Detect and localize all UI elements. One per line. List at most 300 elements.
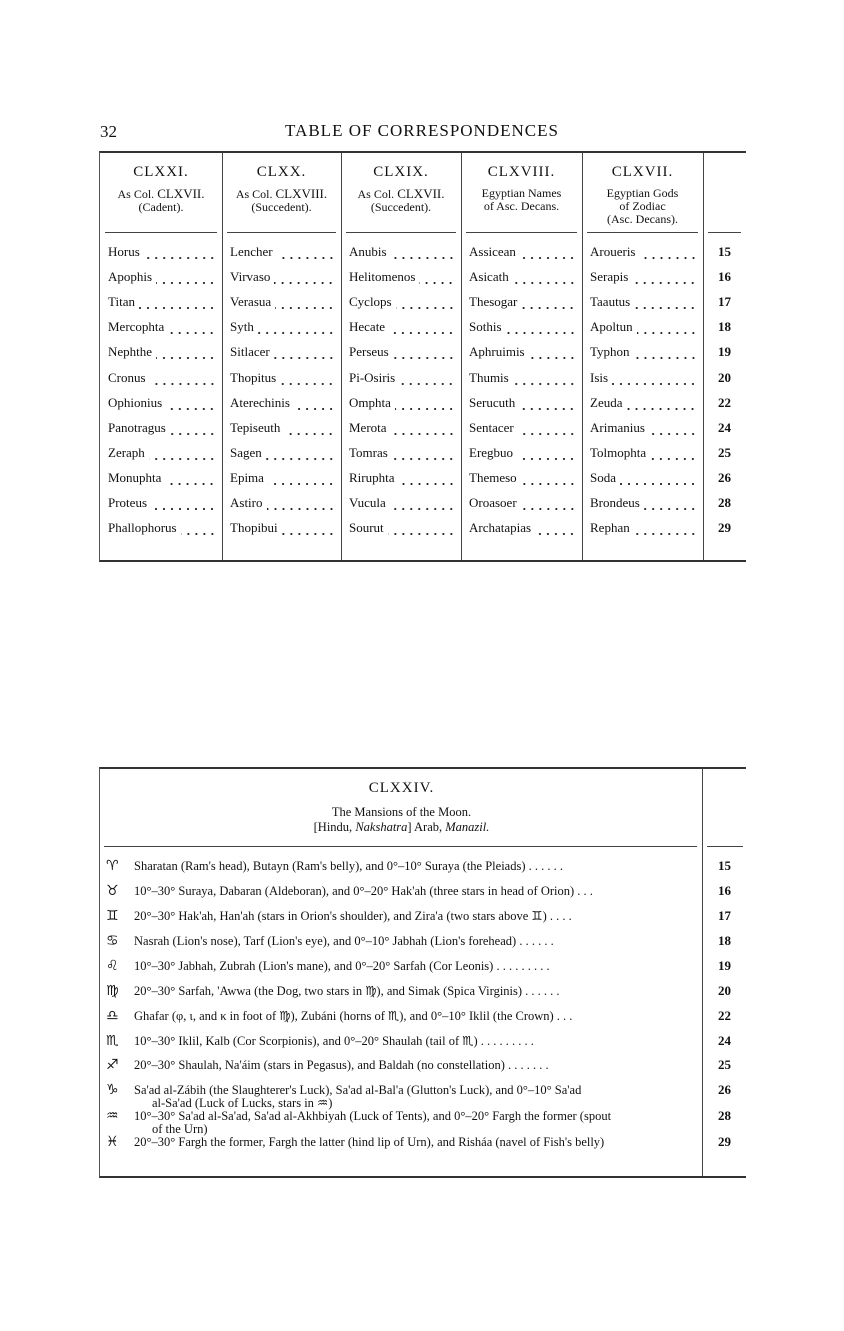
dot-leader — [391, 244, 455, 260]
table-cell — [230, 319, 335, 335]
mansion-row — [106, 1035, 696, 1048]
table-cell — [469, 395, 576, 411]
table-cell — [230, 470, 335, 486]
mansion-description — [134, 860, 696, 873]
dot-leader — [399, 470, 456, 486]
mansions-table — [99, 767, 746, 1178]
dot-leader — [395, 395, 455, 411]
cell-text: Proteus — [108, 495, 147, 510]
table-cell — [469, 520, 576, 536]
row-reference-number: 22 — [718, 394, 731, 410]
column-desc-line — [100, 187, 222, 201]
column-number: CLXX. — [256, 164, 307, 180]
cell-text: Tepiseuth — [230, 419, 281, 435]
mansion-text: Sa'ad al-Zábih (the Slaughterer's Luck), Sa'ad al-Bal'a (Glutton's Luck), and 0°–10° Sa'ad — [134, 1083, 582, 1097]
column-number: CLXIX. — [373, 164, 429, 180]
column-header — [100, 153, 222, 214]
dot-leader — [634, 344, 697, 360]
dot-leader — [529, 344, 576, 360]
dot-leader — [151, 495, 216, 511]
cell-text: Sothis — [469, 319, 502, 335]
table-cell — [590, 520, 697, 536]
mansion-description — [134, 1084, 696, 1109]
dot-leader — [388, 520, 455, 536]
header-rule — [587, 232, 698, 233]
cell-text: Thopitus — [230, 369, 277, 385]
table-cell — [590, 319, 697, 335]
table-cell — [230, 294, 335, 310]
column-desc-line: of Zodiac — [619, 199, 666, 213]
mansion-description — [134, 960, 696, 973]
column-desc-line — [341, 187, 461, 201]
row-reference-number: 22 — [718, 1008, 731, 1023]
table-cell — [469, 495, 576, 511]
cell-text: Arimanius — [590, 419, 645, 435]
column-desc-line: (Asc. Decans). — [607, 212, 678, 226]
table-cell — [349, 244, 455, 260]
cell-text: Themeso — [469, 469, 517, 485]
cell-text: Thumis — [469, 369, 509, 385]
dot-leader — [521, 470, 576, 486]
row-reference-number: 19 — [718, 958, 731, 973]
cell-text: Thopibui — [230, 520, 278, 536]
mansion-text: 10°–30° Suraya, Dabaran (Aldeboran), and 0°–20° Hak'ah (three stars in head of Orion) . . . — [134, 884, 593, 898]
cell-text: Astiro — [230, 495, 263, 510]
mansion-row — [106, 860, 696, 873]
dot-leader — [170, 420, 216, 436]
table-subtitle-2 — [100, 820, 703, 834]
cell-text: Assicean — [469, 244, 516, 259]
table-cell — [590, 370, 697, 386]
dot-leader — [637, 319, 697, 335]
cell-text: Serucuth — [469, 394, 516, 410]
mansion-description — [134, 910, 696, 923]
table-cell — [590, 244, 697, 260]
mansion-row — [106, 960, 696, 973]
table-cell — [349, 495, 455, 511]
mansion-description — [134, 935, 696, 948]
zodiac-sign-icon: ♑︎ — [106, 1082, 119, 1098]
dot-leader — [258, 319, 335, 335]
table-cell — [108, 370, 216, 386]
zodiac-sign-icon: ♋︎ — [106, 933, 119, 949]
cell-text: Soda — [590, 469, 616, 485]
cell-text: Zeraph — [108, 444, 145, 460]
table-cell — [230, 344, 335, 360]
table-cell — [469, 244, 576, 260]
cell-text: Thesogar — [469, 294, 518, 310]
header-rule — [466, 232, 577, 233]
table-cell — [590, 294, 697, 310]
cell-text: Typhon — [590, 344, 630, 360]
column-desc-line: (Succedent). — [370, 200, 432, 214]
cell-text: Apoltun — [590, 319, 633, 335]
mansion-text: 10°–30° Sa'ad al-Sa'ad, Sa'ad al-Akhbiyah (Luck of Tents), and 0°–20° Fargh the former (spout — [134, 1109, 612, 1123]
dot-leader — [144, 244, 216, 260]
column-number: CLXXI. — [133, 164, 189, 180]
dot-leader — [392, 445, 455, 461]
dot-leader — [649, 420, 697, 436]
table-cell — [469, 319, 576, 335]
zodiac-sign-icon: ♎︎ — [106, 1008, 119, 1024]
cell-text: Sentacer — [469, 419, 514, 435]
column-number: CLXXIV. — [368, 780, 435, 796]
dot-leader — [166, 395, 216, 411]
dot-leader — [612, 370, 697, 386]
table-cell — [349, 470, 455, 486]
zodiac-sign-icon: ♓︎ — [106, 1134, 119, 1150]
zodiac-sign-icon: ♐︎ — [106, 1057, 119, 1073]
column-desc-text: As Col. — [357, 187, 398, 201]
mansion-text: 10°–30° Jabhah, Zubrah (Lion's mane), and 0°–20° Sarfah (Cor Leonis) . . . . . . . . . — [134, 959, 550, 973]
mansion-text-continuation: al-Sa'ad (Luck of Lucks, stars in ♒︎) — [152, 1095, 333, 1110]
row-reference-number: 20 — [718, 983, 731, 998]
column-header — [461, 153, 582, 213]
table-cell — [230, 420, 335, 436]
cell-text: Phallophorus — [108, 520, 177, 536]
column-header — [582, 153, 703, 226]
zodiac-sign-icon: ♊︎ — [106, 908, 119, 924]
table-cell — [590, 470, 697, 486]
dot-leader — [632, 269, 697, 285]
table-cell — [230, 395, 335, 411]
mansion-description — [134, 1059, 696, 1072]
cell-text: Rephan — [590, 520, 630, 536]
dot-leader — [521, 294, 576, 310]
column-ref: CLXVII. — [397, 186, 445, 201]
subtitle-text: [Hindu, — [313, 820, 356, 834]
table-cell — [349, 395, 455, 411]
dot-leader — [634, 520, 697, 536]
mansion-row — [106, 1084, 696, 1109]
column-desc-text: Egyptian Names — [481, 186, 562, 200]
column-ref: CLXVII. — [157, 186, 205, 201]
dot-leader — [277, 244, 335, 260]
row-reference-number: 28 — [718, 1108, 731, 1123]
dot-leader — [506, 319, 576, 335]
table-cell — [469, 470, 576, 486]
row-reference-number: 24 — [718, 419, 731, 435]
dot-leader — [275, 294, 335, 310]
cell-text: Ophionius — [108, 394, 163, 410]
table-cell — [230, 520, 335, 536]
page-title: TABLE OF CORRESPONDENCES — [285, 121, 559, 140]
dot-leader — [168, 319, 216, 335]
dot-leader — [181, 520, 216, 536]
row-reference-number: 29 — [718, 1134, 731, 1149]
cell-text: Virvaso — [230, 269, 271, 285]
row-reference-number: 18 — [718, 319, 731, 335]
dot-leader — [626, 395, 697, 411]
table-cell — [349, 344, 455, 360]
cell-text: Vucula — [349, 495, 386, 510]
row-reference-number: 24 — [718, 1033, 731, 1048]
dot-leader — [282, 520, 335, 536]
header-rule — [708, 232, 741, 233]
dot-leader — [396, 294, 455, 310]
header-rule — [346, 232, 456, 233]
column-desc-line: (Succedent). — [251, 200, 312, 214]
table-cell — [469, 420, 576, 436]
row-reference-number: 18 — [718, 933, 731, 948]
cell-text: Epima — [230, 469, 264, 485]
cell-text: Serapis — [590, 269, 629, 285]
table-cell — [230, 370, 335, 386]
table-cell — [590, 420, 697, 436]
cell-text: Helitomenos — [349, 269, 416, 285]
row-reference-number: 19 — [718, 344, 731, 360]
header-rule — [104, 846, 697, 847]
dot-leader — [165, 470, 216, 486]
table-subtitle: The Mansions of the Moon. — [331, 805, 472, 819]
subtitle-italic: Nakshatra — [355, 820, 408, 834]
column-desc-line: of Asc. Decans. — [483, 199, 560, 213]
dot-leader — [274, 269, 335, 285]
row-reference-number: 29 — [718, 520, 731, 536]
row-reference-number: 17 — [718, 908, 731, 923]
cell-text: Brondeus — [590, 495, 640, 510]
cell-text: Aterechinis — [230, 394, 290, 410]
cell-text: Eregbuo — [469, 444, 514, 460]
row-reference-number: 25 — [718, 444, 731, 460]
cell-text: Cyclops — [349, 294, 392, 310]
cell-text: Monuphta — [108, 469, 162, 485]
cell-text: Hecate — [349, 319, 386, 335]
cell-text: Mercophta — [108, 319, 165, 335]
table-cell — [108, 269, 216, 285]
table-cell — [590, 344, 697, 360]
table-cell — [108, 395, 216, 411]
row-reference-number: 16 — [718, 883, 731, 898]
dot-leader — [391, 420, 455, 436]
mansion-row — [106, 1110, 696, 1135]
dot-leader — [389, 319, 455, 335]
table-cell — [469, 445, 576, 461]
page-number: 32 — [100, 122, 117, 141]
mansion-row — [106, 910, 696, 923]
mansion-row — [106, 1010, 696, 1023]
mansion-text: 20°–30° Shaulah, Na'áim (stars in Pegasus), and Baldah (no constellation) . . . . . . . — [134, 1058, 549, 1072]
table-cell — [349, 370, 455, 386]
dot-leader — [267, 495, 336, 511]
row-reference-number: 16 — [718, 269, 731, 285]
mansion-text: 10°–30° Iklil, Kalb (Cor Scorpionis), and 0°–20° Shaulah (tail of ♏︎) . . . . . . . . . — [134, 1034, 534, 1048]
column-header — [341, 153, 461, 214]
mansion-description — [134, 885, 696, 898]
cell-text: Horus — [108, 244, 140, 259]
mansion-text: Nasrah (Lion's nose), Tarf (Lion's eye), and 0°–10° Jabhah (Lion's forehead) . . . . . . — [134, 934, 554, 948]
column-divider — [341, 153, 342, 560]
cell-text: Tomras — [349, 444, 388, 460]
dot-leader — [521, 495, 576, 511]
mansion-row — [106, 885, 696, 898]
mansion-text: 20°–30° Hak'ah, Han'ah (stars in Orion's shoulder), and Zira'a (two stars above ♊︎) . . . . — [134, 909, 572, 923]
table-cell — [108, 344, 216, 360]
zodiac-sign-icon: ♍︎ — [106, 983, 119, 999]
row-reference-number: 28 — [718, 495, 731, 510]
zodiac-sign-icon: ♈︎ — [106, 858, 119, 874]
dot-leader — [393, 344, 455, 360]
header-rule — [227, 232, 336, 233]
mansion-text: Ghafar (φ, ι, and κ in foot of ♍︎), Zubáni (horns of ♏︎), and 0°–10° Iklil (the Crown) . . . — [134, 1009, 573, 1023]
cell-text: Sourut — [349, 520, 384, 536]
dot-leader — [268, 470, 335, 486]
table-cell — [590, 495, 697, 511]
zodiac-sign-icon: ♌︎ — [106, 958, 119, 974]
column-desc-text: As Col. — [235, 187, 276, 201]
table-cell — [469, 344, 576, 360]
cell-text: Apophis — [108, 269, 153, 285]
dot-leader — [513, 269, 576, 285]
dot-leader — [280, 370, 335, 386]
column-divider — [222, 153, 223, 560]
dot-leader — [139, 294, 216, 310]
cell-text: Aroueris — [590, 244, 636, 259]
column-desc-text: Egyptian Gods — [606, 186, 679, 200]
cell-text: Riruphta — [349, 469, 395, 485]
mansion-description — [134, 1136, 696, 1149]
cell-text: Cronus — [108, 369, 146, 385]
table-cell — [108, 445, 216, 461]
mansion-text: Sharatan (Ram's head), Butayn (Ram's belly), and 0°–10° Suraya (the Pleiads) . . . . . . — [134, 859, 563, 873]
mansion-description — [134, 1010, 696, 1023]
cell-text: Isis — [590, 369, 609, 385]
dot-leader — [399, 370, 455, 386]
cell-text: Syth — [230, 319, 254, 335]
dot-leader — [634, 294, 697, 310]
zodiac-sign-icon: ♏︎ — [106, 1033, 119, 1049]
row-reference-number: 26 — [718, 469, 731, 485]
cell-text: Zeuda — [590, 394, 623, 410]
cell-text: Pi-Osiris — [349, 369, 396, 385]
mansion-row — [106, 1136, 696, 1149]
table-cell — [349, 269, 455, 285]
cell-text: Merota — [349, 419, 387, 435]
table-cell — [230, 269, 335, 285]
table-cell — [230, 244, 335, 260]
row-reference-number: 25 — [718, 1057, 731, 1072]
table-cell — [108, 495, 216, 511]
row-reference-number: 15 — [718, 244, 731, 259]
dot-leader — [284, 420, 335, 436]
cell-text: Omphta — [349, 394, 391, 410]
table-cell — [349, 319, 455, 335]
table-cell — [590, 445, 697, 461]
cell-text: Archatapias — [469, 520, 532, 536]
mansion-text: 20°–30° Sarfah, 'Awwa (the Dog, two stars in ♍︎), and Simak (Spica Virginis) . . . . . . — [134, 984, 560, 998]
row-reference-number: 20 — [718, 369, 731, 385]
column-divider — [461, 153, 462, 560]
table-cell — [349, 520, 455, 536]
row-reference-number: 15 — [718, 858, 731, 873]
table-cell — [230, 445, 335, 461]
mansion-row — [106, 985, 696, 998]
cell-text: Perseus — [349, 344, 389, 360]
mansion-description — [134, 1110, 696, 1135]
column-desc-line: (Cadent). — [138, 200, 184, 214]
cell-text: Aphruimis — [469, 344, 525, 360]
table-cell — [108, 319, 216, 335]
dot-leader — [535, 520, 576, 536]
cell-text: Tolmophta — [590, 444, 647, 460]
subtitle-italic: Manazil. — [445, 820, 490, 834]
dot-leader — [620, 470, 697, 486]
cell-text: Sitlacer — [230, 344, 270, 360]
dot-leader — [640, 244, 698, 260]
header-rule — [105, 232, 217, 233]
column-header — [222, 153, 341, 214]
dot-leader — [419, 269, 455, 285]
row-reference-number: 26 — [718, 1082, 731, 1097]
dot-leader — [519, 395, 576, 411]
table-cell — [469, 294, 576, 310]
mansion-row — [106, 935, 696, 948]
mansion-text-continuation: of the Urn) — [152, 1121, 208, 1136]
column-number: CLXVII. — [611, 164, 674, 180]
cell-text: Anubis — [349, 244, 387, 259]
table-cell — [590, 269, 697, 285]
table-cell — [108, 294, 216, 310]
table-cell — [349, 294, 455, 310]
table-cell — [230, 495, 335, 511]
mansion-text: 20°–30° Fargh the former, Fargh the latter (hind lip of Urn), and Risháa (navel of Fish's belly) — [134, 1135, 605, 1149]
column-desc-text: As Col. — [117, 187, 158, 201]
table-cell — [349, 445, 455, 461]
dot-leader — [644, 495, 697, 511]
dot-leader — [156, 269, 216, 285]
table-cell — [108, 420, 216, 436]
cell-text: Nephthe — [108, 344, 153, 360]
cell-text: Panotragus — [108, 419, 166, 435]
mansion-row — [106, 1059, 696, 1072]
cell-text: Lencher — [230, 244, 273, 259]
table-cell — [590, 395, 697, 411]
mansion-description — [134, 985, 696, 998]
cell-text: Verasua — [230, 294, 272, 310]
cell-text: Oroasoer — [469, 495, 517, 510]
dot-leader — [156, 344, 216, 360]
dot-leader — [650, 445, 697, 461]
cell-text: Sagen — [230, 444, 262, 460]
table-cell — [108, 520, 216, 536]
table-cell — [349, 420, 455, 436]
table-cell — [469, 269, 576, 285]
dot-leader — [518, 420, 576, 436]
dot-leader — [517, 445, 576, 461]
dot-leader — [150, 370, 216, 386]
table-cell — [108, 470, 216, 486]
dot-leader — [513, 370, 576, 386]
cell-text: Taautus — [590, 294, 631, 310]
mansion-description — [134, 1035, 696, 1048]
dot-leader — [294, 395, 335, 411]
header-rule — [707, 846, 743, 847]
dot-leader — [266, 445, 335, 461]
table-cell — [108, 244, 216, 260]
cell-text: Titan — [108, 294, 135, 310]
dot-leader — [274, 344, 335, 360]
column-number: CLXVIII. — [487, 164, 556, 180]
row-reference-number: 17 — [718, 294, 731, 310]
zodiac-sign-icon: ♉︎ — [106, 883, 119, 899]
column-ref: CLXVIII. — [275, 186, 328, 201]
zodiac-sign-icon: ♒︎ — [106, 1108, 119, 1124]
decans-table — [99, 151, 746, 562]
dot-leader — [520, 244, 576, 260]
subtitle-text: ] Arab, — [407, 820, 446, 834]
dot-leader — [390, 495, 455, 511]
column-desc-line — [222, 187, 341, 201]
